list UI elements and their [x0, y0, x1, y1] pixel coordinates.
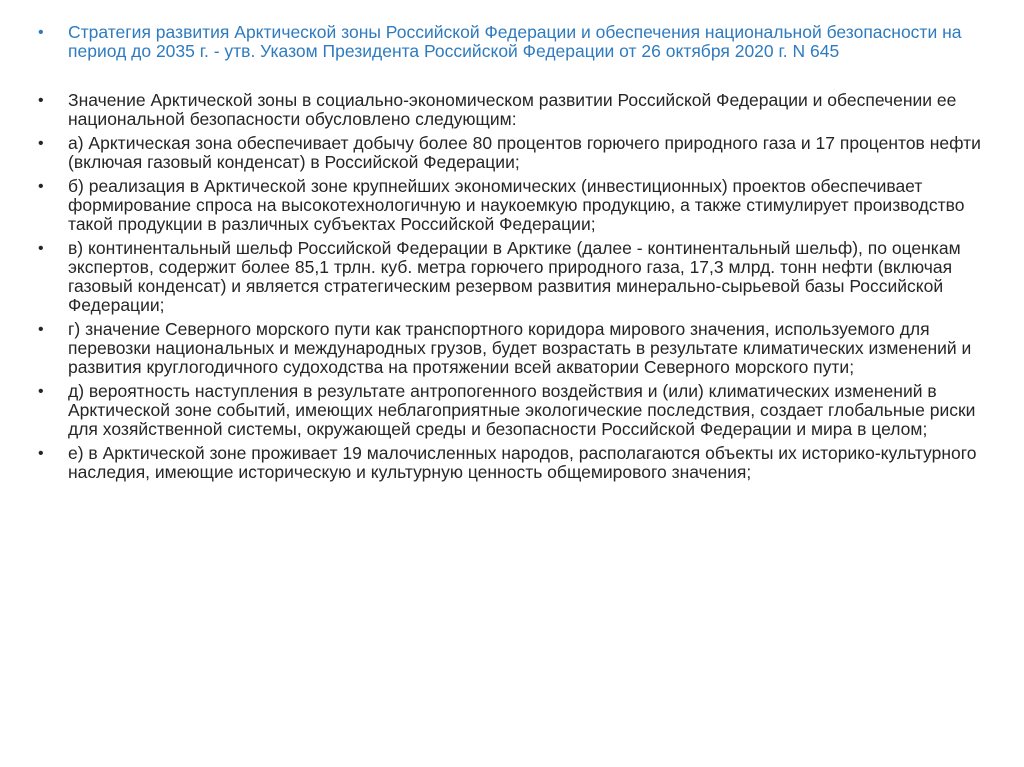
bullet-icon: • — [38, 178, 44, 195]
bullet-icon: • — [38, 383, 44, 400]
list-item — [38, 134, 998, 172]
bullet-icon: • — [38, 445, 44, 462]
list-item-text: Значение Арктической зоны в социально-экономическом развитии Российской Федерации и обеспечении ее национальной безопасности обусловлено следующим: — [68, 90, 957, 129]
list-item-text: е) в Арктической зоне проживает 19 малочисленных народов, располагаются объекты их историко-культурного наследия, имеющие историческую и культурную ценность общемирового значения; — [68, 443, 977, 482]
list-item — [38, 320, 998, 377]
strategy-heading: Стратегия развития Арктической зоны Российской Федерации и обеспечения национальной безопасности на период до 2035 г. - утв. Указом Президента Российской Федерации от 26 октября 2020 г. N 645 — [68, 22, 962, 61]
list-item-text: д) вероятность наступления в результате антропогенного воздействия и (или) климатических изменений в Арктической зоне событий, имеющих неблагоприятные экологические последствия, создает глобальные риски для хозяйственной системы, окружающей среды и безопасности Российской Федерации и мира в целом; — [68, 381, 976, 439]
list-item-text: в) континентальный шельф Российской Федерации в Арктике (далее - континентальный шельф), по оценкам экспертов, содержит более 85,1 трлн. куб. метра горючего природного газа, 17,3 млрд. тонн нефти (включая газовый конденсат) и является стратегическим резервом развития минерально-сырьевой базы Российской Федерации; — [68, 238, 961, 315]
list-item — [38, 382, 998, 439]
bullet-list — [38, 23, 998, 487]
list-item-text: а) Арктическая зона обеспечивает добычу более 80 процентов горючего природного газа и 17 процентов нефти (включая газовый конденсат) в Российской Федерации; — [68, 133, 981, 172]
bullet-icon: • — [38, 92, 44, 109]
list-item — [38, 239, 998, 315]
bullet-icon: • — [38, 135, 44, 152]
bullet-icon: • — [38, 24, 44, 41]
list-item — [38, 444, 998, 482]
bullet-icon: • — [38, 240, 44, 257]
list-item-text: б) реализация в Арктической зоне крупнейших экономических (инвестиционных) проектов обеспечивает формирование спроса на высокотехнологичную и наукоемкую продукцию, а также стимулирует производство такой продукции в различных субъектах Российской Федерации; — [68, 176, 965, 234]
list-item — [38, 91, 998, 129]
bullet-icon: • — [38, 321, 44, 338]
list-item — [38, 177, 998, 234]
list-item-text: г) значение Северного морского пути как транспортного коридора мирового значения, используемого для перевозки национальных и международных грузов, будет возрастать в результате климатических изменений и развития круглогодичного судоходства на протяжении всей акватории Северного морского пути; — [68, 319, 972, 377]
list-item-heading — [38, 23, 998, 61]
